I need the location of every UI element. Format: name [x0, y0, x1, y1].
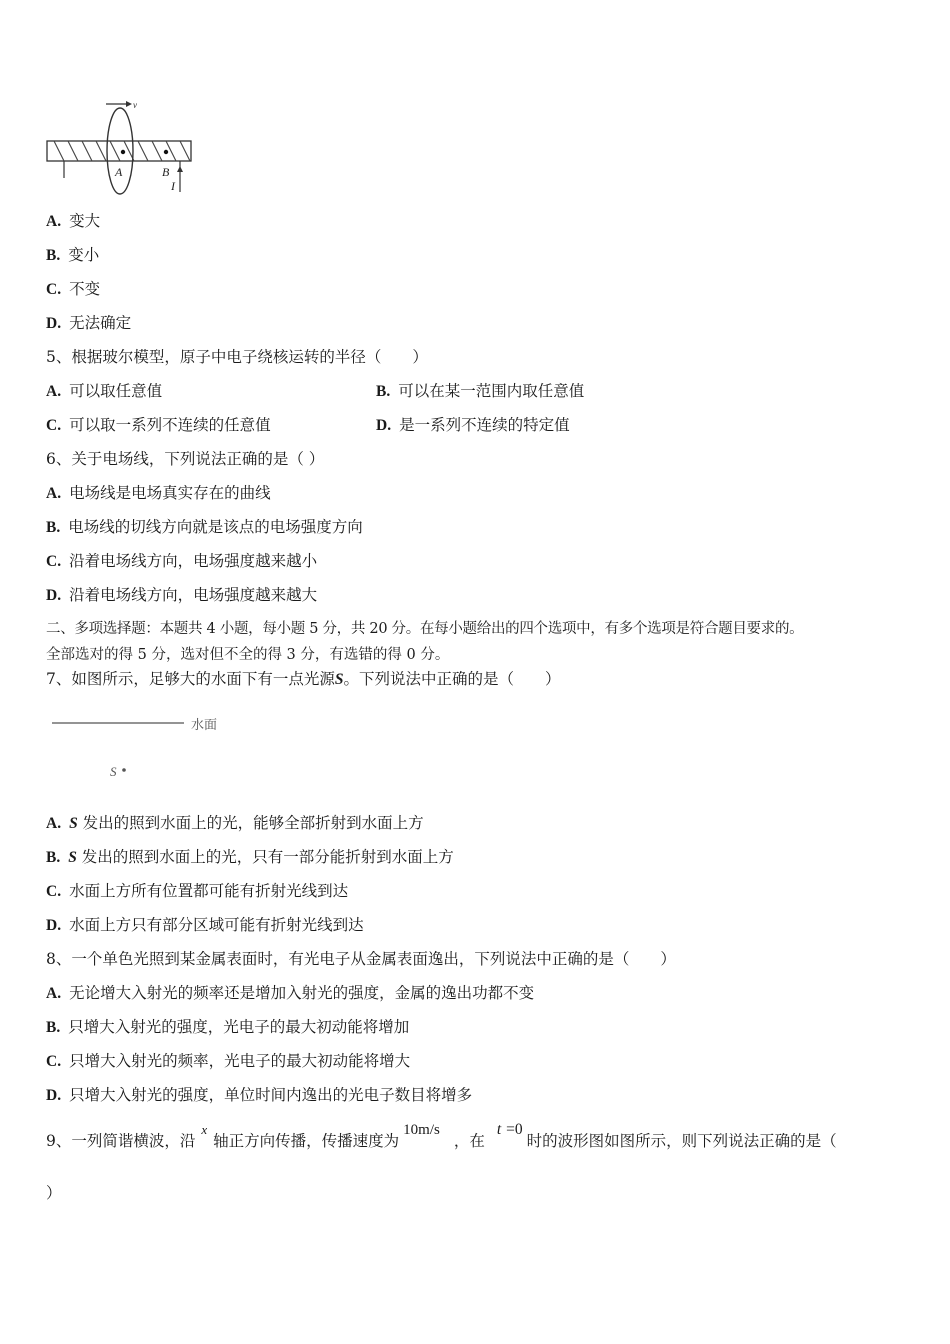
q9-axis-var: x — [201, 1122, 208, 1137]
q7-option-b[interactable]: B. S 发出的照到水面上的光，只有一部分能折射到水面上方 — [46, 848, 454, 866]
q7-stem: 7、如图所示，足够大的水面下有一点光源S。下列说法中正确的是（ ） — [46, 670, 561, 688]
q4-option-a[interactable]: A. 变大 — [46, 212, 101, 230]
q4-option-b[interactable]: B. 变小 — [46, 246, 100, 264]
point-b-label: B — [162, 165, 170, 179]
q4-option-d[interactable]: D. 无法确定 — [46, 314, 132, 332]
q5-option-b[interactable]: B. 可以在某一范围内取任意值 — [376, 382, 585, 400]
water-surface-label: 水面 — [191, 718, 218, 733]
q8-stem: 8、一个单色光照到某金属表面时，有光电子从金属表面逸出，下列说法中正确的是（ ） — [46, 950, 676, 968]
q9-stem: 9、一列简谐横波，沿$^x$轴正方向传播，传播速度为10m/s，在t =0时的波形图如图所示，则下列说法正确的是（ — [46, 1121, 837, 1150]
q8-option-d[interactable]: D. 只增大入射光的强度，单位时间内逸出的光电子数目将增多 — [46, 1086, 473, 1104]
q6-option-d[interactable]: D. 沿着电场线方向，电场强度越来越大 — [46, 586, 318, 604]
q6-option-b[interactable]: B. 电场线的切线方向就是该点的电场强度方向 — [46, 518, 363, 536]
q6-stem: 6、关于电场线，下列说法正确的是（ ） — [46, 450, 325, 468]
solenoid-ring-figure — [44, 96, 200, 196]
q5-option-a[interactable]: A. 可以取任意值 — [46, 382, 163, 400]
q9-time-expr: t =0 — [496, 1121, 523, 1138]
light-source-point — [122, 768, 126, 772]
q7-option-d[interactable]: D. 水面上方只有部分区域可能有折射光线到达 — [46, 916, 364, 934]
q7-option-a[interactable]: A. S 发出的照到水面上的光，能够全部折射到水面上方 — [46, 814, 424, 832]
section2-heading-line1: 二、多项选择题：本题共 4 小题，每小题 5 分，共 20 分。在每小题给出的四个选项中，有多个选项是符合题目要求的。 — [46, 621, 804, 637]
point-a-label: A — [115, 165, 123, 179]
q7-option-c[interactable]: C. 水面上方所有位置都可能有折射光线到达 — [46, 882, 349, 900]
q9-closing-paren: ） — [46, 1184, 62, 1202]
q8-option-c[interactable]: C. 只增大入射光的频率，光电子的最大初动能将增大 — [46, 1052, 411, 1070]
water-surface-figure — [48, 710, 238, 790]
q5-option-c[interactable]: C. 可以取一系列不连续的任意值 — [46, 416, 271, 434]
q5-option-d[interactable]: D. 是一系列不连续的特定值 — [376, 416, 570, 434]
section2-heading-line2: 全部选对的得 5 分，选对但不全的得 3 分，有选错的得 0 分。 — [46, 647, 450, 663]
q9-speed: 10m/s — [403, 1122, 440, 1138]
light-source-label: S — [110, 764, 117, 779]
q5-stem: 5、根据玻尔模型，原子中电子绕核运转的半径（ ） — [46, 348, 428, 366]
velocity-label: v — [133, 100, 137, 110]
q8-option-b[interactable]: B. 只增大入射光的强度，光电子的最大初动能将增加 — [46, 1018, 410, 1036]
q4-option-c[interactable]: C. 不变 — [46, 280, 101, 298]
q6-option-a[interactable]: A. 电场线是电场真实存在的曲线 — [46, 484, 271, 502]
q8-option-a[interactable]: A. 无论增大入射光的频率还是增加入射光的强度，金属的逸出功都不变 — [46, 984, 535, 1002]
current-label: I — [171, 179, 175, 193]
q6-option-c[interactable]: C. 沿着电场线方向，电场强度越来越小 — [46, 552, 318, 570]
